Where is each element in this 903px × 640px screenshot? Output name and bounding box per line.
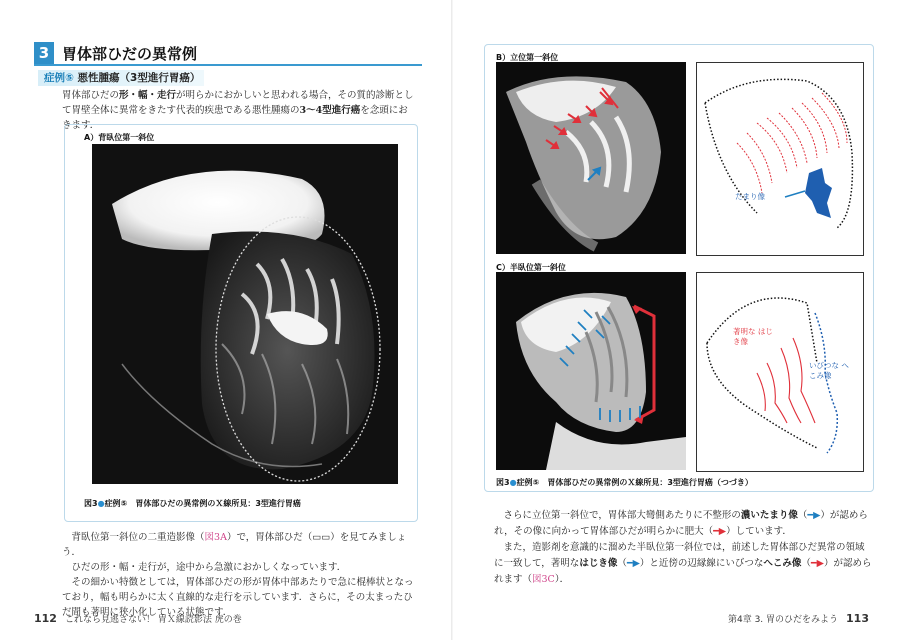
intro-text-3: を念頭におきます． [62, 105, 408, 131]
caption-prefix-r: 図3 [496, 478, 510, 487]
red-arrow-icon-2: ━▶ [810, 558, 824, 569]
page-number-right: 113 [846, 612, 869, 625]
footer-right [728, 612, 869, 625]
xray-a-graphic [92, 144, 398, 484]
section-number: 3 [34, 42, 54, 64]
section-title: 胃体部ひだの異常例 [62, 45, 198, 63]
body-r-p2c: （ [617, 558, 627, 569]
panel-c-label: C）半臥位第一斜位 [496, 263, 566, 272]
xray-b-graphic [496, 62, 686, 254]
body-l1c: ）を見てみましょう． [62, 532, 407, 558]
footer-left [34, 612, 242, 625]
body-r-p2g: ）が認められます（ [494, 558, 872, 585]
red-arrow-icon: ━▶ [713, 526, 727, 537]
footer-chapter-title: 3. 胃のひだをみよう [754, 615, 839, 625]
footer-book-title: これなら見逃さない！ 胃Ｘ線読影法 虎の巻 [64, 615, 242, 625]
intro-text-1: 胃体部ひだの [62, 90, 120, 101]
panel-a-label: A）背臥位第一斜位 [84, 133, 155, 142]
caption-dot: ● [97, 499, 105, 508]
body-r-p2d: ）と近傍の辺縁線にいびつな [639, 558, 764, 569]
figure-3-caption-right [496, 477, 753, 488]
caption-text-r: 症例⑤ 胃体部ひだの異常例のＸ線所見：3型進行胃癌（つづき） [516, 478, 753, 487]
trace-b [696, 62, 864, 256]
xray-c-graphic [496, 272, 686, 470]
figure-3-caption-left [84, 498, 301, 509]
body-r-p2h: ）． [554, 574, 570, 585]
panel-b-label: B）立位第一斜位 [496, 53, 559, 62]
dashed-symbol: ▭▭ [312, 532, 331, 543]
case-title: 悪性腫瘍（3型進行胃癌） [77, 72, 201, 84]
body-r-p1a: さらに立位第一斜位で，胃体部大彎側あたりに不整形の [503, 510, 741, 521]
body-r-p2a: また，造影剤を意識的に溜めた半臥位第一斜位では，前述した胃体部ひだ異常の領域に一致して，著明な [494, 542, 865, 569]
blue-arrow-icon-2: ━▶ [626, 558, 640, 569]
body-l1a: 背臥位第一斜位の二重造影像（ [71, 532, 205, 543]
case-label [38, 70, 204, 86]
body-line-2 [62, 560, 422, 575]
caption-dot-r: ● [509, 478, 517, 487]
page-number-left: 112 [34, 612, 57, 625]
section-header [34, 42, 422, 66]
trace-c [696, 272, 864, 472]
body-r-p1e: ）しています． [726, 526, 792, 537]
body-r-p1c: （ [797, 510, 808, 521]
case-marker: 症例⑤ [44, 72, 74, 84]
body-r-paragraph-1 [494, 508, 874, 540]
caption-prefix: 図3 [84, 499, 98, 508]
body-r-paragraph-2 [494, 540, 874, 588]
intro-bold-1: 形・幅・走行 [119, 90, 177, 101]
trace-c-label-2: いびつな へこみ像 [809, 361, 849, 380]
page-fold [451, 0, 453, 640]
figure-ref-3c[interactable]: 図3C [532, 574, 555, 585]
xray-image-a [92, 144, 398, 484]
body-r-p2f: （ [801, 558, 811, 569]
blue-arrow-icon: ━▶ [807, 510, 821, 521]
body-r-p2b: はじき像 [579, 558, 618, 569]
body-r-p2e: へこみ像 [763, 558, 802, 569]
body-r-p1b: 濃いたまり像 [740, 510, 798, 521]
body-text-right [494, 508, 874, 588]
body-line-1 [62, 530, 422, 560]
body-l3: その細かい特徴としては，胃体部ひだの形が胃体中部あたりで急に棍棒状となっており，幅も明らかに太く直線的な走行を示しています．さらに，その太まったひだ間も著明に狭小化している状態です． [62, 577, 414, 618]
trace-b-label: たまり像 [735, 192, 765, 201]
body-l1b: ）で，胃体部ひだ（ [226, 532, 313, 543]
body-l2: ひだの形・幅・走行が，途中から急激におかしくなっています． [71, 562, 347, 573]
xray-image-b [496, 62, 686, 254]
body-text-left [62, 530, 422, 620]
intro-text-2: が明らかにおかしいと思われる場合，その質的診断として胃壁全体に異常をきたす代表的疾患である悪性腫瘍の [62, 90, 414, 116]
footer-chapter: 第4章 [727, 615, 752, 625]
caption-text: 症例⑤ 胃体部ひだの異常例のＸ線所見：3型進行胃癌 [104, 499, 301, 508]
xray-image-c [496, 272, 686, 470]
figure-ref-3a[interactable]: 図3A [204, 532, 227, 543]
trace-c-label-1: 著明な はじき像 [733, 327, 773, 346]
trace-b-graphic [697, 63, 863, 255]
intro-bold-2: 3〜4型進行癌 [299, 105, 361, 116]
body-r-p1d: ）が認められ，その像に向かって胃体部ひだが明らかに肥大（ [494, 510, 868, 537]
